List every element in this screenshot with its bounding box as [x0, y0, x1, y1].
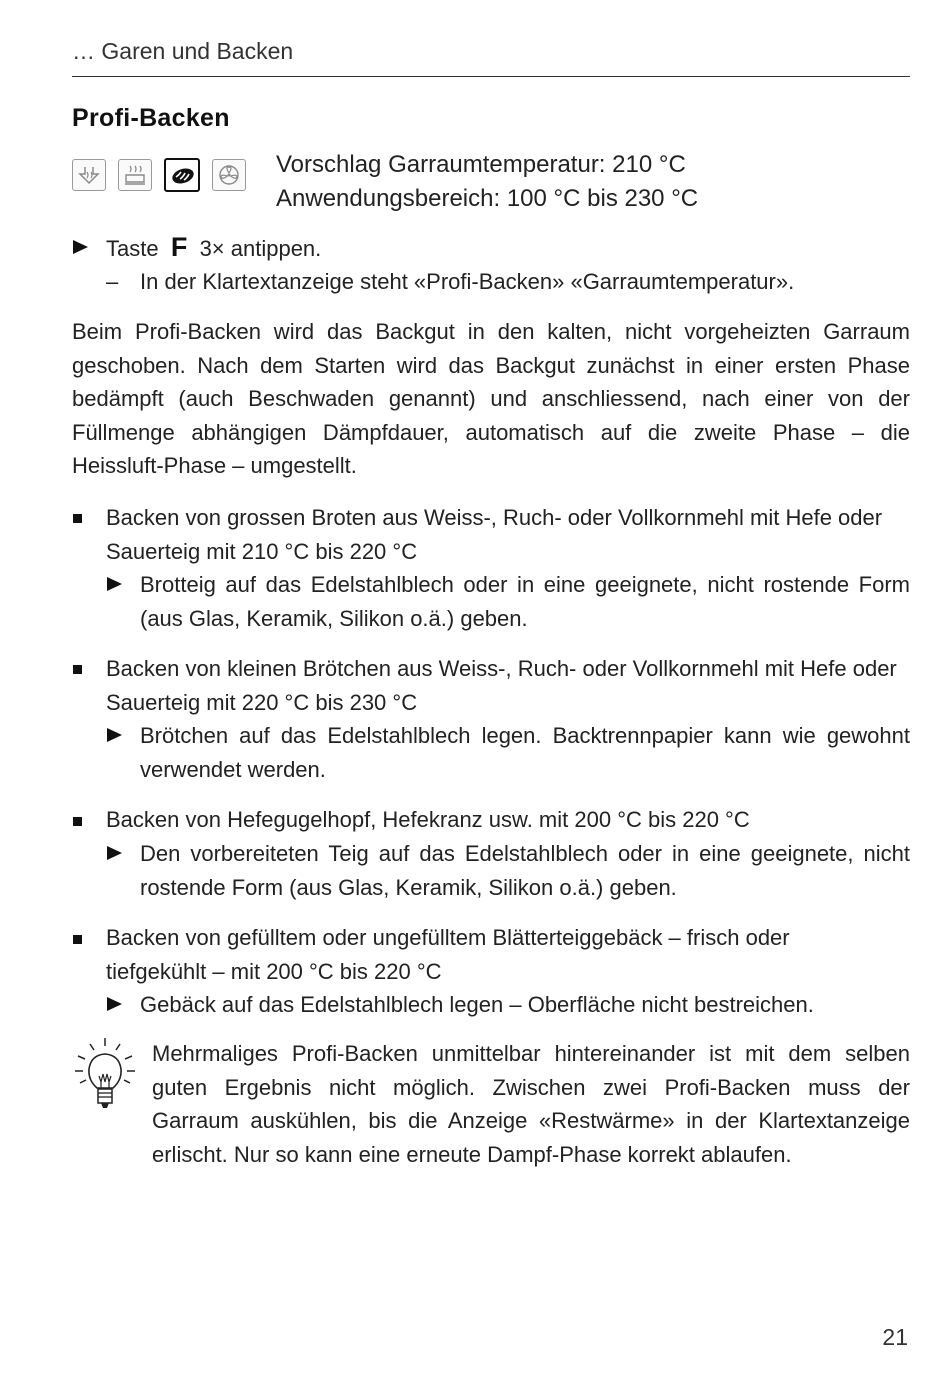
bullet-square-icon [73, 935, 82, 944]
f-key-icon: F [170, 232, 188, 262]
bullet-item-1: Backen von grossen Broten aus Weiss-, Ruch- oder Vollkornmehl mit Hefe oder Sauerteig mit 210 °C bis 220 °C [106, 505, 883, 564]
bullet-square-icon [73, 514, 82, 523]
action-arrow-icon [107, 577, 122, 591]
convection-fan-icon [212, 159, 246, 191]
bullet-square-icon [73, 665, 82, 674]
suggested-temperature: Vorschlag Garraumtemperatur: 210 °C [276, 151, 686, 178]
bread-icon [164, 158, 200, 192]
step-instruction [106, 231, 321, 266]
bullet-action-4: Gebäck auf das Edelstahlblech legen – Oberfläche nicht bestreichen. [140, 992, 814, 1017]
page-header [72, 36, 910, 77]
step-word: Taste [106, 236, 159, 261]
temperature-range: Anwendungsbereich: 100 °C bis 230 °C [276, 185, 699, 212]
temperature-info [276, 148, 698, 216]
intro-paragraph: Beim Profi-Backen wird das Backgut in den kalten, nicht vorgeheizten Garraum geschoben. Nach dem Starten wird das Backgut zunächst in einer ersten Phase bedämpft (auch Beschwaden genannt) und anschliessend, nach einer von der Füllmenge abhängigen Dämpfdauer, automatisch auf die zweite Phase – die Heissluft-Phase – umgestellt. [72, 319, 910, 478]
action-arrow-icon [107, 846, 122, 860]
section-title: Profi-Backen [72, 104, 230, 132]
action-arrow-icon [107, 997, 122, 1011]
bullet-action-3: Den vorbereiteten Teig auf das Edelstahlblech oder in eine geeignete, nicht rostende Form (aus Glas, Keramik, Silikon o.ä.) geben. [140, 841, 910, 900]
result-dash: – [106, 269, 119, 294]
steam-icon [118, 159, 152, 191]
action-arrow-icon [107, 728, 122, 742]
step-result: In der Klartextanzeige steht «Profi-Backen» «Garraumtemperatur». [140, 269, 795, 294]
bullet-action-1: Brotteig auf das Edelstahlblech oder in eine geeignete, nicht rostende Form (aus Glas, Keramik, Silikon o.ä.) geben. [140, 572, 910, 631]
bullet-item-4-line1: Backen von gefülltem oder ungefülltem Blätterteiggebäck – frisch oder [106, 925, 790, 950]
bullet-item-3: Backen von Hefegugelhopf, Hefekranz usw. mit 200 °C bis 220 °C [106, 807, 750, 832]
bullet-item-4-line2: tiefgekühlt – mit 200 °C bis 220 °C [106, 958, 442, 984]
header-title: … Garen und Backen [72, 38, 294, 64]
lightbulb-icon [72, 1036, 142, 1116]
bullet-item-4 [106, 921, 910, 988]
page-number: 21 [882, 1324, 908, 1350]
bullet-item-2: Backen von kleinen Brötchen aus Weiss-, Ruch- oder Vollkornmehl mit Hefe oder Sauerteig mit 220 °C bis 230 °C [106, 656, 897, 715]
bullet-square-icon [73, 817, 82, 826]
bullet-action-2: Brötchen auf das Edelstahlblech legen. Backtrennpapier kann wie gewohnt verwendet werden. [140, 723, 910, 782]
tip-text: Mehrmaliges Profi-Backen unmittelbar hintereinander ist mit dem selben guten Ergebnis nicht möglich. Zwischen zwei Profi-Backen muss der Garraum auskühlen, bis die Anzeige «Restwärme» in der Klartextanzeige erlischt. Nur so kann eine erneute Dampf-Phase korrekt ablaufen. [152, 1041, 910, 1167]
top-bottom-heat-icon [72, 159, 106, 191]
step-suffix: 3× antippen. [199, 236, 322, 261]
action-arrow-icon [73, 240, 88, 254]
